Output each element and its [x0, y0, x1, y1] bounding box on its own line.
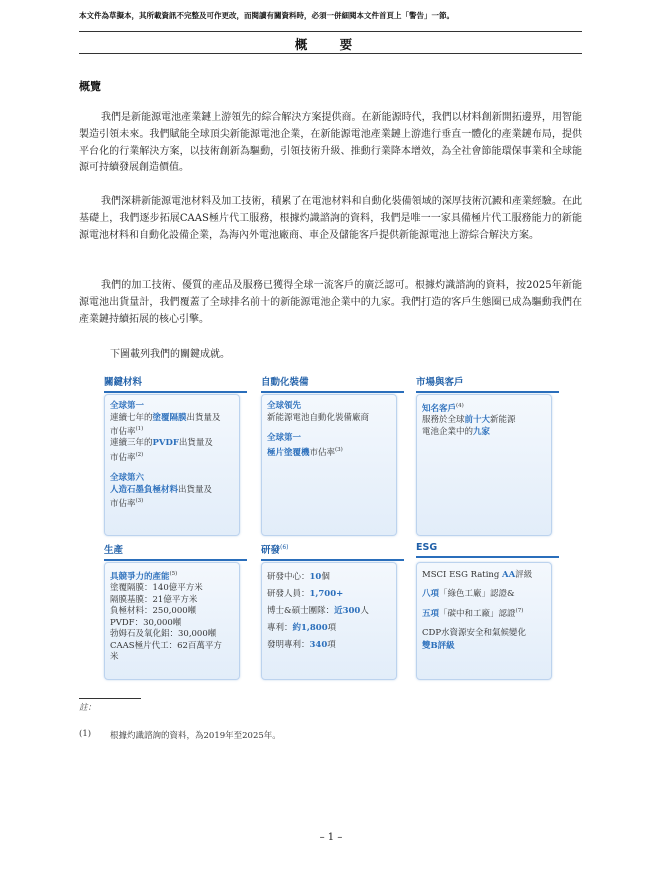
section-heading-overview: 概覽 [79, 80, 101, 93]
overview-paragraph-2: 我們深耕新能源電池材料及加工技術，積累了在電池材料和自動化裝備領域的深厚技術沉澱和產業經驗。在此基礎上，我們逐步拓展CAAS極片代工服務，根據灼識諮詢的資料，我們是唯一一家具備極片代工服務能力的新能源電池材料和自動化設備企業，為海內外電池廠商、車企及儲能客戶提供新能源電池上游綜合解決方案。 [79, 196, 582, 241]
draft-disclaimer: 本文件為草擬本，其所載資訊不完整及可作更改，而閱讀有關資料時，必須一併細閱本文件首頁上「警告」一節。 [79, 11, 454, 20]
category-market-customers: 市場與客戶 [416, 374, 559, 393]
note-1-text: 根據灼識諮詢的資料，為2019年至2025年。 [110, 731, 281, 741]
title-rule-bottom [79, 53, 582, 54]
card-market-customers: 知名客戶$^{(4)}$ 服務於全球前十大新能源 電池企業中的九家 [416, 394, 552, 536]
card-esg: MSCI ESG Rating AA評級 八項「綠色工廠」認證& 五項「碳中和工廠」認證$^{(7)}$ CDP水資源安全和氣候變化 雙B評級 [416, 562, 552, 680]
category-production: 生產 [104, 542, 247, 561]
card-rnd: 研發中心：10個 研發人員：1,700+ 博士&碩士團隊：近300人 專利：約1,800項 發明專利：340項 [261, 562, 397, 680]
page-title: 概 要 [294, 37, 367, 52]
title-rule-top [79, 31, 582, 32]
category-automation: 自動化裝備 [261, 374, 404, 393]
page-number: – 1 – [319, 832, 343, 843]
card-automation: 全球領先 新能源電池自動化裝備廠商 全球第一 極片塗覆機市佔率$^{(3)}$ [261, 394, 397, 536]
overview-paragraph-3: 我們的加工技術、優質的產品及服務已獲得全球一流客戶的廣泛認可。根據灼識諮詢的資料，按2025年新能源電池出貨量計，我們覆蓋了全球排名前十的新能源電池企業中的九家。我們打造的客戶生態圈已成為驅動我們在產業鏈持續拓展的核心引擎。 [79, 280, 582, 325]
notes-rule [79, 698, 141, 699]
category-esg: ESG [416, 542, 559, 558]
notes-label: 註： [79, 703, 97, 713]
category-rnd: 研發$^{(6)}$ [261, 542, 404, 561]
category-key-materials: 關鍵材料 [104, 374, 247, 393]
note-1-number: (1) [79, 729, 92, 739]
card-key-materials: 全球第一 連續七年的塗覆隔膜出貨量及 市佔率$^{(1)}$ 連續三年的PVDF出貨量及 市佔率$^{(2)}$ 全球第六 人造石墨負極材料出貨量及 市佔率$^{(3)}$ [104, 394, 240, 536]
card-production: 具競爭力的產能$^{(5)}$ 塗覆隔膜：140億平方米 隔膜基膜：21億平方米 負極材料：250,000噸 PVDF：30,000噸 勃姆石及氧化鋁：30,000噸 CAAS極片代工：62百萬平方 米 [104, 562, 240, 680]
achievements-intro: 下圖載列我們的關鍵成就。 [110, 349, 230, 360]
overview-paragraph-1: 我們是新能源電池產業鏈上游領先的綜合解決方案提供商。在新能源時代，我們以材料創新開拓邊界，用智能製造引領未來。我們賦能全球頂尖新能源電池企業，在新能源電池產業鏈上游進行垂直一體化的產業鏈布局，提供平台化的行業解決方案，以技術創新為驅動，引領技術升級、推動行業降本增效，為全社會節能環保事業和全球能源可持續發展創造價值。 [79, 112, 582, 174]
